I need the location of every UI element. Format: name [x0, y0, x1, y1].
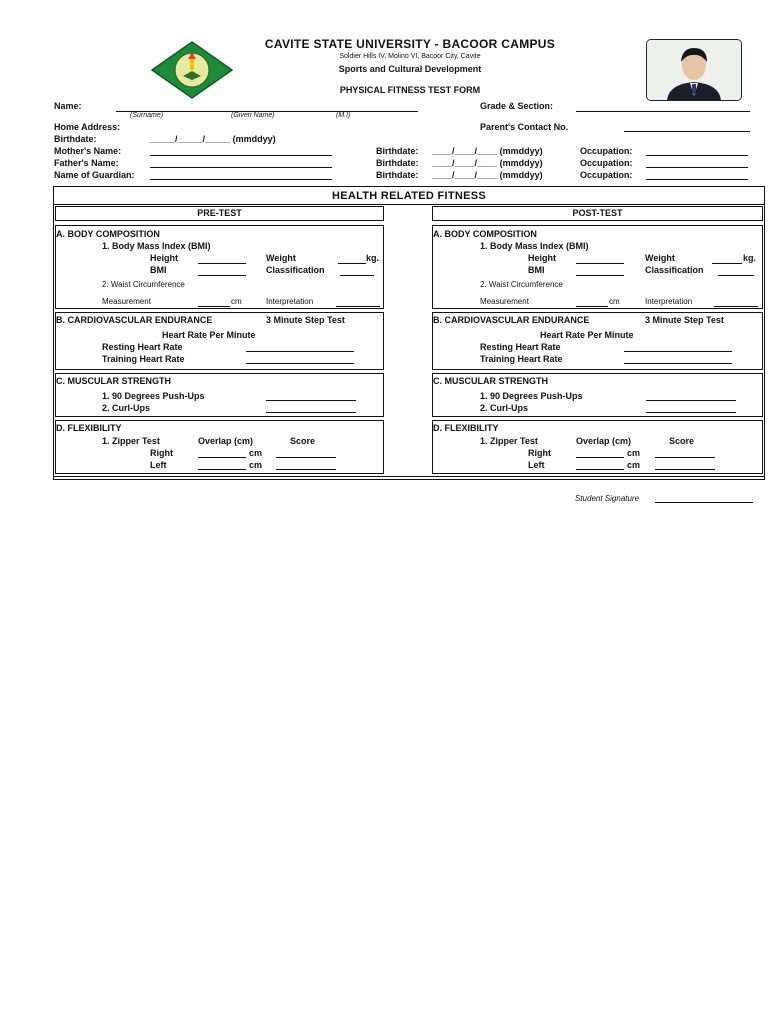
birthdate-label: Birthdate: — [54, 134, 97, 144]
guardian-birthdate-label: Birthdate: — [376, 170, 419, 180]
post-bmi-label: BMI — [528, 265, 545, 275]
post-curlups-label: 2. Curl-Ups — [480, 403, 529, 413]
post-measurement-label: Measurement — [480, 297, 529, 306]
guardian-occupation-field[interactable] — [646, 179, 748, 180]
pre-test-header: PRE-TEST — [197, 208, 242, 218]
pre-height-field[interactable] — [198, 263, 246, 264]
pre-muscular-title: C. MUSCULAR STRENGTH — [56, 376, 171, 386]
father-occupation-field[interactable] — [646, 167, 748, 168]
pre-height-label: Height — [150, 253, 178, 263]
pre-right-cm: cm — [249, 448, 263, 458]
pre-resting-hr-label: Resting Heart Rate — [102, 342, 183, 352]
pre-kg-unit: kg. — [366, 253, 380, 263]
post-pushups-field[interactable] — [646, 400, 736, 401]
post-resting-hr-field[interactable] — [624, 351, 732, 352]
pre-cm-unit: cm — [231, 297, 242, 306]
post-left-label: Left — [528, 460, 545, 470]
student-signature-label: Student Signature — [575, 494, 640, 503]
pre-training-hr-field[interactable] — [246, 363, 354, 364]
pre-pushups-label: 1. 90 Degrees Push-Ups — [102, 391, 205, 401]
post-flexibility-title: D. FLEXIBILITY — [433, 423, 499, 433]
pre-waist-item: 2. Waist Circumference — [102, 280, 185, 289]
home-address-label: Home Address: — [54, 122, 121, 132]
pre-left-score-field[interactable] — [276, 469, 336, 470]
guardian-name-label: Name of Guardian: — [54, 170, 135, 180]
pre-flexibility-title: D. FLEXIBILITY — [56, 423, 122, 433]
pre-weight-field[interactable] — [338, 263, 366, 264]
post-hr-label: Heart Rate Per Minute — [540, 330, 634, 340]
pre-body-composition-title: A. BODY COMPOSITION — [56, 229, 160, 239]
post-curlups-field[interactable] — [646, 412, 736, 413]
post-test-header: POST-TEST — [572, 208, 623, 218]
student-signature-field[interactable] — [655, 502, 753, 503]
father-birthdate-field[interactable]: ____/____/____ (mmddyy) — [432, 158, 543, 168]
guardian-occupation-label: Occupation: — [580, 170, 633, 180]
pre-classification-field[interactable] — [340, 275, 374, 276]
post-overlap-label: Overlap (cm) — [576, 436, 632, 446]
parent-contact-field[interactable] — [624, 131, 750, 132]
mi-hint: (M.I) — [336, 112, 351, 119]
parent-contact-label: Parent's Contact No. — [480, 122, 569, 132]
pre-measurement-field[interactable] — [198, 306, 230, 307]
office-name: Sports and Cultural Development — [338, 64, 482, 74]
post-cardio-title: B. CARDIOVASCULAR ENDURANCE — [433, 315, 590, 325]
form-title: PHYSICAL FITNESS TEST FORM — [339, 85, 481, 95]
pre-bmi-field[interactable] — [198, 275, 246, 276]
pre-score-label: Score — [290, 436, 316, 446]
post-classification-label: Classification — [645, 265, 704, 275]
pre-overlap-label: Overlap (cm) — [198, 436, 254, 446]
post-left-cm: cm — [627, 460, 641, 470]
post-body-composition-title: A. BODY COMPOSITION — [433, 229, 537, 239]
guardian-name-field[interactable] — [150, 179, 332, 180]
pre-bmi-item: 1. Body Mass Index (BMI) — [102, 241, 211, 251]
pre-interpretation-field[interactable] — [336, 306, 380, 307]
post-score-label: Score — [669, 436, 695, 446]
post-right-overlap-field[interactable] — [576, 457, 624, 458]
post-interpretation-label: Interpretation — [645, 297, 693, 306]
post-measurement-field[interactable] — [576, 306, 608, 307]
post-step-test: 3 Minute Step Test — [645, 315, 724, 325]
post-height-label: Height — [528, 253, 556, 263]
mother-birthdate-label: Birthdate: — [376, 146, 419, 156]
pre-measurement-label: Measurement — [102, 297, 151, 306]
post-right-score-field[interactable] — [655, 457, 715, 458]
pre-classification-label: Classification — [266, 265, 325, 275]
post-zipper-label: 1. Zipper Test — [480, 436, 538, 446]
father-birthdate-label: Birthdate: — [376, 158, 419, 168]
pre-left-label: Left — [150, 460, 167, 470]
guardian-birthdate-field[interactable]: ____/____/____ (mmddyy) — [432, 170, 543, 180]
post-training-hr-label: Training Heart Rate — [480, 354, 563, 364]
pre-right-overlap-field[interactable] — [198, 457, 246, 458]
name-label: Name: — [54, 101, 82, 111]
pre-left-overlap-field[interactable] — [198, 469, 246, 470]
post-waist-item: 2. Waist Circumference — [480, 280, 563, 289]
pre-training-hr-label: Training Heart Rate — [102, 354, 185, 364]
post-muscular-title: C. MUSCULAR STRENGTH — [433, 376, 548, 386]
campus-address: Soldier Hills IV, Molino VI, Bacoor City, Cavite — [339, 53, 481, 60]
pre-pushups-field[interactable] — [266, 400, 356, 401]
pre-right-label: Right — [150, 448, 173, 458]
pre-bmi-label: BMI — [150, 265, 167, 275]
post-bmi-field[interactable] — [576, 275, 624, 276]
pre-hr-label: Heart Rate Per Minute — [162, 330, 256, 340]
birthdate-field[interactable]: _____/_____/_____ (mmddyy) — [150, 134, 276, 144]
post-weight-field[interactable] — [712, 263, 742, 264]
pre-interpretation-label: Interpretation — [266, 297, 314, 306]
pre-resting-hr-field[interactable] — [246, 351, 354, 352]
post-kg-unit: kg. — [743, 253, 757, 263]
post-classification-field[interactable] — [718, 275, 754, 276]
post-training-hr-field[interactable] — [624, 363, 732, 364]
post-resting-hr-label: Resting Heart Rate — [480, 342, 561, 352]
pre-zipper-label: 1. Zipper Test — [102, 436, 160, 446]
mother-name-field[interactable] — [150, 155, 332, 156]
father-name-label: Father's Name: — [54, 158, 119, 168]
post-interpretation-field[interactable] — [714, 306, 758, 307]
post-cm-unit: cm — [609, 297, 620, 306]
post-right-cm: cm — [627, 448, 641, 458]
pre-curlups-label: 2. Curl-Ups — [102, 403, 151, 413]
given-name-hint: (Given Name) — [231, 112, 275, 119]
mother-birthdate-field[interactable]: ____/____/____ (mmddyy) — [432, 146, 543, 156]
pre-weight-label: Weight — [266, 253, 296, 263]
mother-occupation-field[interactable] — [646, 155, 748, 156]
father-name-field[interactable] — [150, 167, 332, 168]
pre-left-cm: cm — [249, 460, 263, 470]
student-photo — [646, 39, 742, 101]
post-bmi-item: 1. Body Mass Index (BMI) — [480, 241, 589, 251]
post-pushups-label: 1. 90 Degrees Push-Ups — [480, 391, 583, 401]
university-name: CAVITE STATE UNIVERSITY - BACOOR CAMPUS — [264, 37, 556, 51]
post-weight-label: Weight — [645, 253, 675, 263]
mother-occupation-label: Occupation: — [580, 146, 633, 156]
grade-section-label: Grade & Section: — [480, 101, 554, 111]
pre-right-score-field[interactable] — [276, 457, 336, 458]
post-left-score-field[interactable] — [655, 469, 715, 470]
fitness-table-title: HEALTH RELATED FITNESS — [331, 190, 487, 202]
mother-name-label: Mother's Name: — [54, 146, 122, 156]
pre-curlups-field[interactable] — [266, 412, 356, 413]
surname-hint: (Surname) — [130, 112, 164, 119]
father-occupation-label: Occupation: — [580, 158, 633, 168]
pre-cardio-title: B. CARDIOVASCULAR ENDURANCE — [56, 315, 213, 325]
grade-section-field[interactable] — [576, 111, 750, 112]
pre-step-test: 3 Minute Step Test — [266, 315, 345, 325]
post-height-field[interactable] — [576, 263, 624, 264]
post-left-overlap-field[interactable] — [576, 469, 624, 470]
post-right-label: Right — [528, 448, 551, 458]
